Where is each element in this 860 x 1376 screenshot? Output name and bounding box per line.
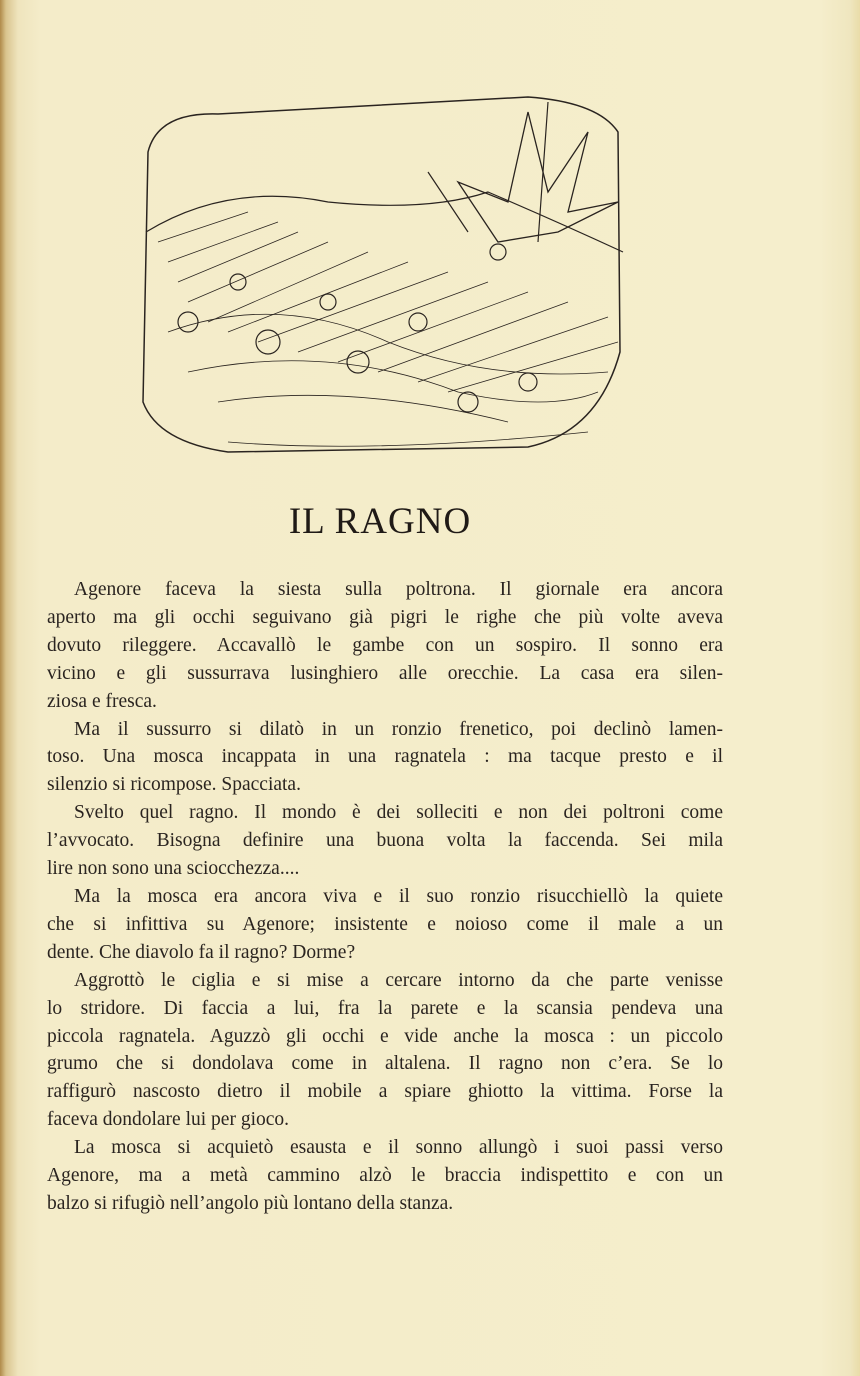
text-line: faceva dondolare lui per gioco. (47, 1109, 290, 1131)
text-line: grumo che si dondolava come in altalena. Il ragno non c’era. Se lo (47, 1053, 723, 1075)
text-line: Agenore, ma a metà cammino alzò le braccia indispettito e con un (47, 1165, 723, 1187)
text-line: La mosca si acquietò esausta e il sonno allungò i suoi passi verso (74, 1137, 723, 1159)
body-text (47, 576, 723, 1218)
text-line: Agenore faceva la siesta sulla poltrona. Il giornale era ancora (74, 579, 723, 600)
text-line: dente. Che diavolo fa il ragno? Dorme? (47, 941, 356, 963)
text-line: Aggrottò le ciglia e si mise a cercare intorno da che parte venisse (74, 969, 723, 991)
text-line: aperto ma gli occhi seguivano già pigri le righe che più volte aveva (47, 606, 723, 628)
text-line: Svelto quel ragno. Il mondo è dei solleciti e non dei poltroni come (74, 802, 723, 824)
text-line: toso. Una mosca incappata in una ragnatela : ma tacque presto e il (47, 746, 723, 768)
text-line: Ma il sussurro si dilatò in un ronzio frenetico, poi declinò lamen- (74, 718, 723, 740)
chapter-illustration (128, 92, 633, 460)
text-line: piccola ragnatela. Aguzzò gli occhi e vide anche la mosca : un piccolo (47, 1025, 723, 1047)
text-line: ziosa e fresca. (47, 690, 157, 712)
text-line: Ma la mosca era ancora viva e il suo ronzio risucchiellò la quiete (74, 885, 723, 907)
text-line: balzo si rifugiò nell’angolo più lontano della stanza. (47, 1192, 454, 1214)
chapter-title: IL RAGNO (288, 501, 472, 542)
text-line: lire non sono una sciocchezza.... (47, 858, 300, 880)
text-line: vicino e gli sussurrava lusinghiero alle orecchie. La casa era silen- (47, 662, 723, 684)
text-line: lo stridore. Di faccia a lui, fra la parete e la scansia pendeva una (47, 997, 723, 1019)
text-line: silenzio si ricompose. Spacciata. (47, 774, 301, 796)
text-line: dovuto rileggere. Accavallò le gambe con un sospiro. Il sonno era (47, 634, 723, 656)
text-line: l’avvocato. Bisogna definire una buona volta la faccenda. Sei mila (47, 830, 723, 852)
text-line: raffigurò nascosto dietro il mobile a spiare ghiotto la vittima. Forse la (47, 1081, 723, 1103)
text-line: che si infittiva su Agenore; insistente e noioso come il male a un (47, 913, 723, 935)
